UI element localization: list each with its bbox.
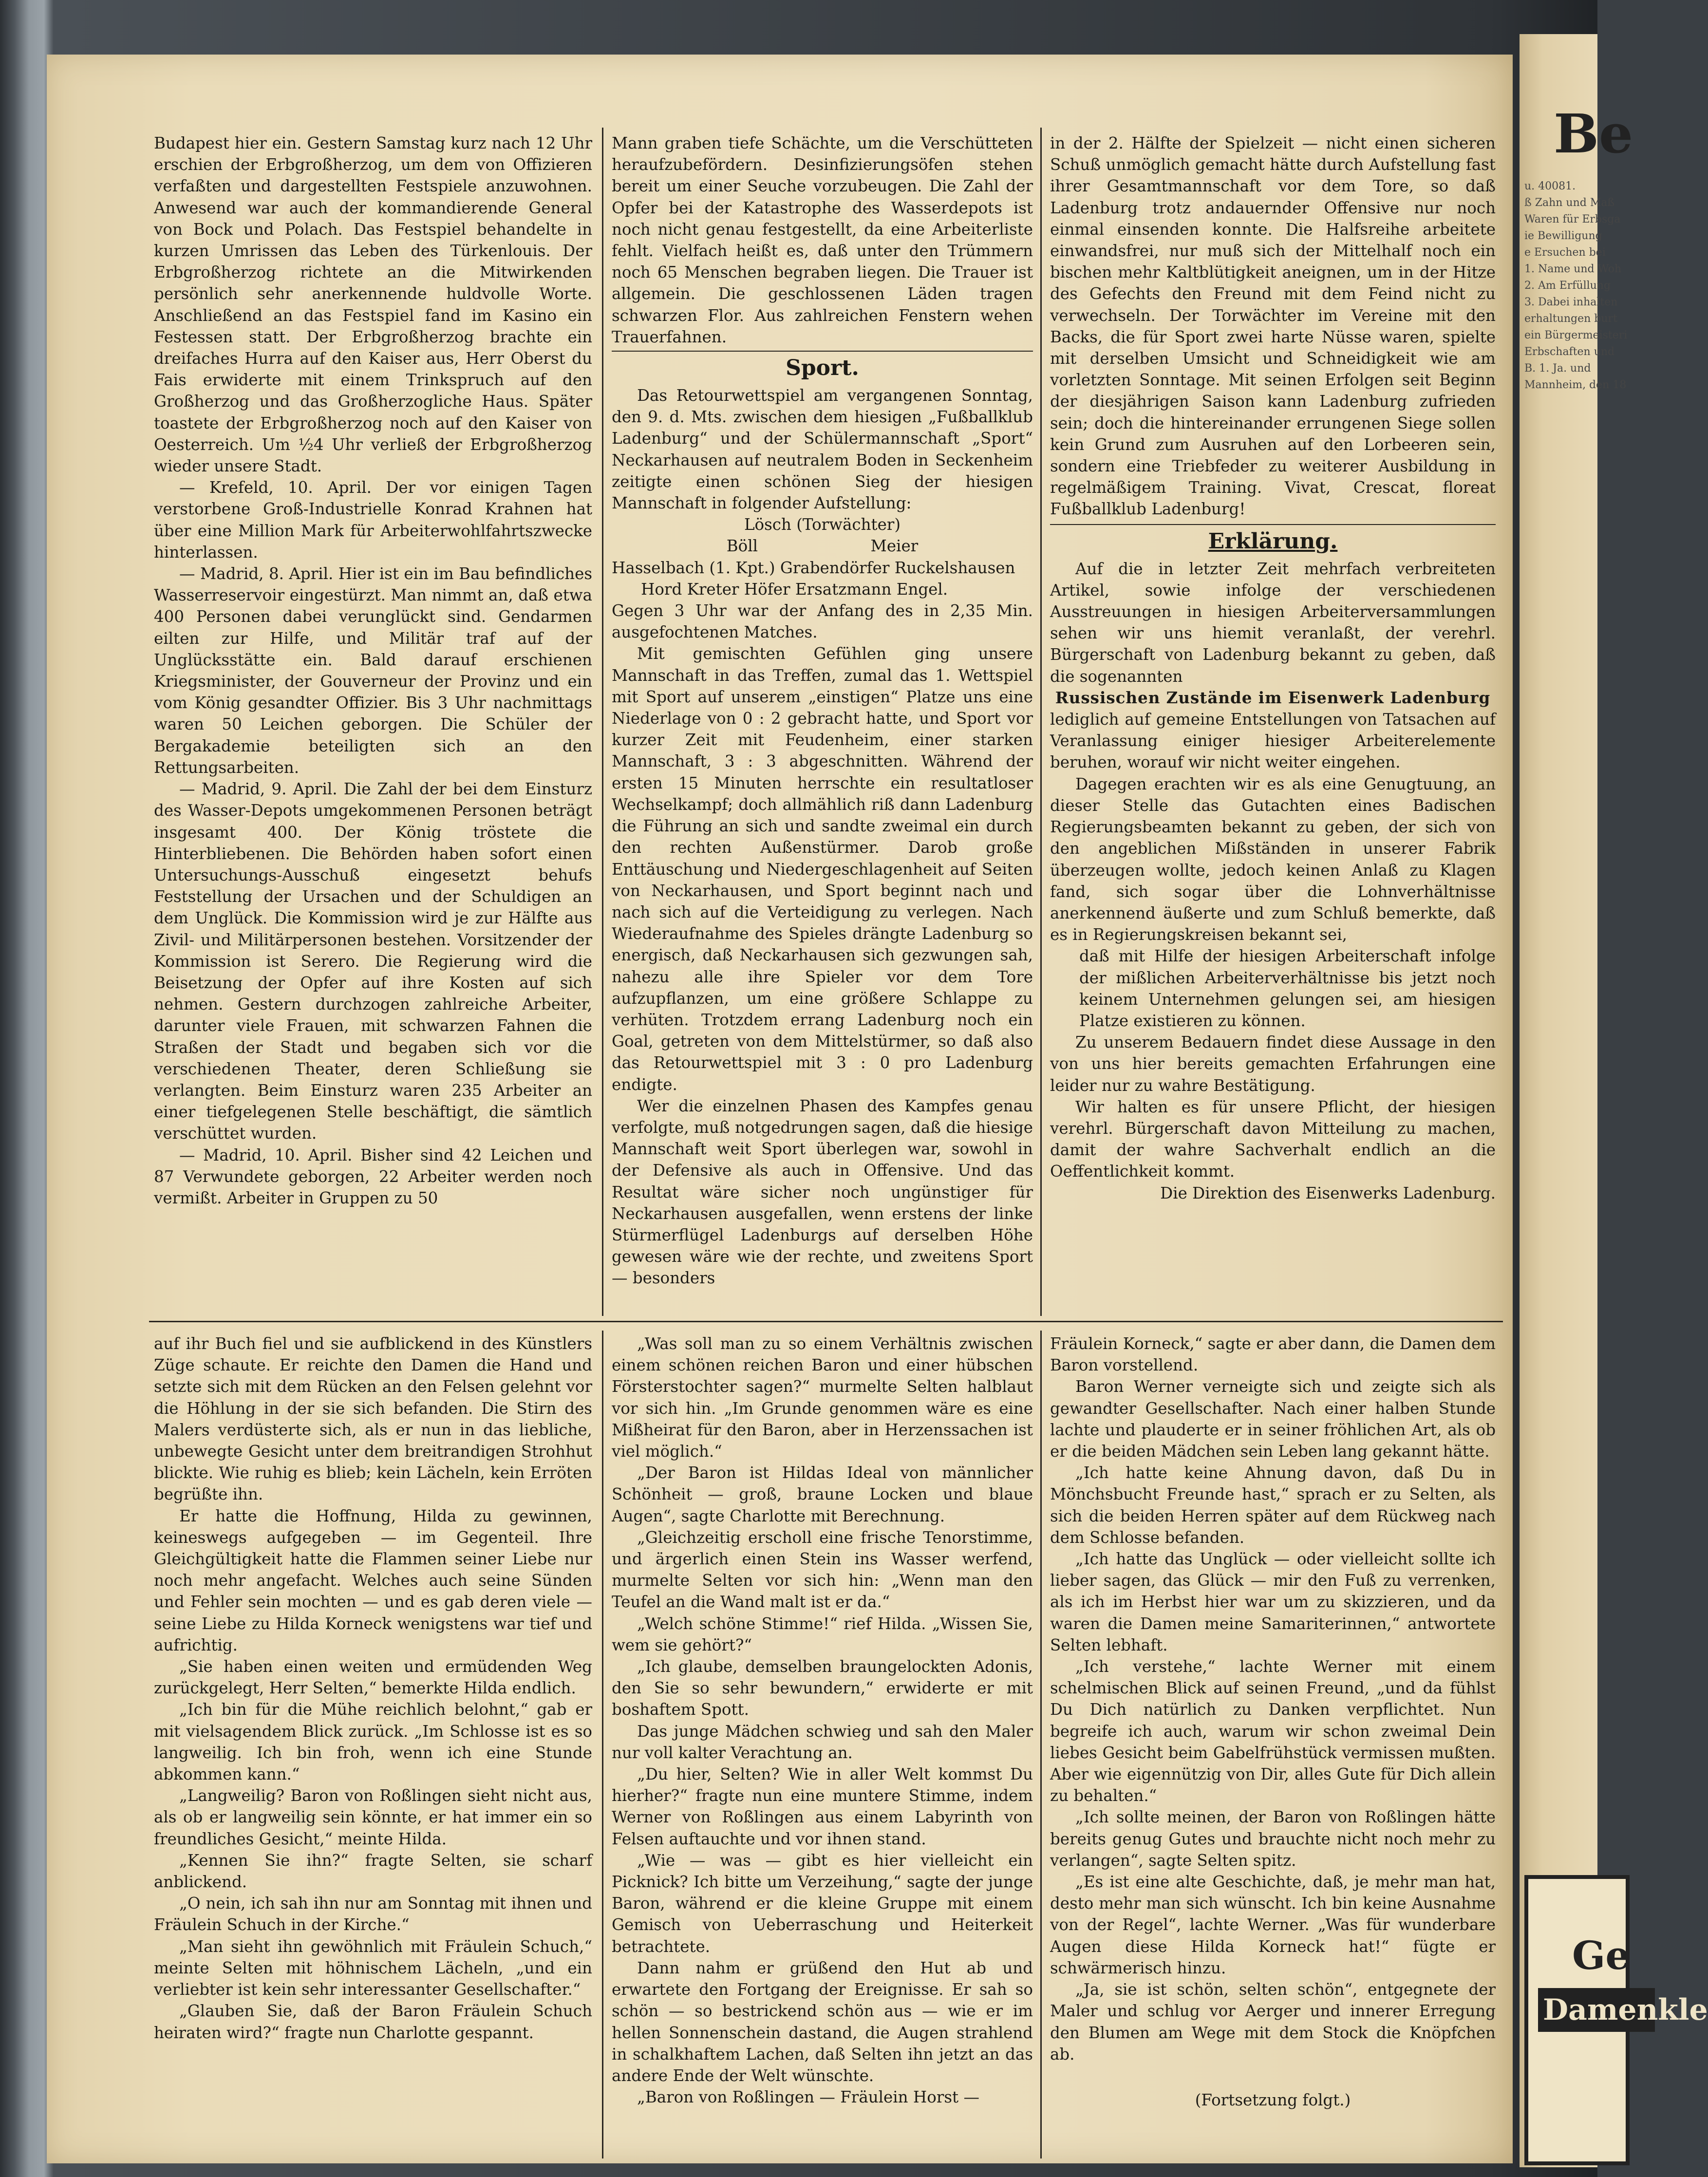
novel-paragraph: „Sie haben einen weiten und ermüdenden Weg zurückgelegt, Herr Selten,“ bemerkte Hilda endlich. <box>154 1657 592 1698</box>
fragment-line: 1. Name und Woh <box>1524 263 1622 275</box>
fragment-line: B. 1. Ja. und <box>1524 362 1591 375</box>
article-madrid-cont: Mann graben tiefe Schächte, um die Verschütteten heraufzubefördern. Desinfizierungsöfen stehen bereit um einer Seuche vorzubeugen. Die Zahl der Opfer bei der Katastrophe des Wasserdepots ist noch nicht genau festgestellt, da eine Arbeiterliste fehlt. Vielfach heißt es, daß unter den Trümmern noch 65 Menschen begraben liegen. Die Trauer ist allgemein. Die geschlossenen Läden tragen schwarzen Flor. Aus zahlreichen Fenstern wehen Trauerfahnen. <box>612 134 1033 346</box>
novel-paragraph: „Der Baron ist Hildas Ideal von männlicher Schönheit — groß, braune Locken und blaue Augen“, sagte Charlotte mit Berechnung. <box>612 1464 1033 1525</box>
erklaerung-paragraph-3: Dagegen erachten wir es als eine Genugtuung, an dieser Stelle das Gutachten eines Badischen Regierungsbeamten bekannt zu geben, der sich von den angeblichen Mißständen in unserer Fabrik überzeugen wollte, jedoch keinen Anlaß zu Klagen fand, sich sogar über die Lohnverhältnisse anerkennend äußerte und zum Schluß bemerkte, daß es in Regierungskreisen bekannt sei, <box>1050 774 1496 944</box>
novel-paragraph: „Ich sollte meinen, der Baron von Roßlingen hätte bereits genug Gutes und brauchte nicht noch mehr zu verlangen“, sagte Selten spitz. <box>1050 1808 1496 1870</box>
sport-paragraph-3: Mit gemischten Gefühlen ging unsere Mannschaft in das Treffen, zumal das 1. Wettspiel mit Sport auf unserem „einstigen“ Platze uns eine Niederlage von 0 : 2 gebracht hatte, und Sport vor kurzer Zeit mit Feudenheim, einer starken Mannschaft, 3 : 3 abgeschnitten. Während der ersten 15 Minuten herrschte ein resultatloser Wechselkampf; doch allmählich riß dann Ladenburg die Führung an sich und sandte zweimal ein durch den rechten Außenstürmer. Darob große Enttäuschung und Niedergeschlagenheit auf Seiten von Neckarhausen, und Sport beginnt nach und nach sich auf die Verteidigung zu verlegen. Nach Wiederaufnahme des Spieles drängte Ladenburg so energisch, daß Neckarhausen sich gezwungen sah, nahezu alle ihre Spieler vor dem Tore aufzupflanzen, um eine größere Schlappe zu verhüten. Trotzdem errang Ladenburg noch ein Goal, getreten von dem Mittelstürmer, so daß also das Retourwettspiel mit 3 : 0 pro Ladenburg endigte. <box>612 644 1033 1094</box>
sport-heading: Sport. <box>786 356 859 381</box>
novel-paragraph: „Kennen Sie ihn?“ fragte Selten, sie scharf anblickend. <box>154 1851 592 1892</box>
erklaerung-paragraph-1: Auf die in letzter Zeit mehrfach verbreiteten Artikel, sowie infolge der verschiedenen Ausstreuungen in hiesigen Arbeiterversammlungen sehen wir uns hiemit veranlaßt, der verehrl. Bürgerschaft von Ladenburg bekannt zu geben, daß die sogenannten <box>1050 559 1496 686</box>
adjacent-page-ad-box <box>1524 1875 1708 2165</box>
novel-paragraph: Er hatte die Hoffnung, Hilda zu gewinnen, keineswegs aufgegeben — im Gegenteil. Ihre Gleichgültigkeit hatte die Flammen seiner Liebe nur noch mehr angefacht. Welches auch seine Sünden und Fehler sein mochten — und es gab deren viele — seine Liebe zu Hilda Korneck wenigstens war tief und aufrichtig. <box>154 1506 592 1654</box>
novel-paragraph: „Baron von Roßlingen — Fräulein Horst — <box>637 2088 979 2107</box>
fragment-line: 3. Dabei inhalten <box>1524 296 1618 308</box>
adjacent-page-edge <box>1520 34 1708 2167</box>
lineup-backs <box>612 535 1033 557</box>
novel-paragraph: „Du hier, Selten? Wie in aller Welt kommst Du hierher?“ fragte nun eine muntere Stimme, indem Werner von Roßlingen aus einem Labyrinth von Felsen auftauchte und vor ihnen stand. <box>612 1765 1033 1848</box>
novel-paragraph: „Es ist eine alte Geschichte, daß, je mehr man hat, desto mehr man sich wünscht. Ich bin keine Ausnahme von der Regel“, lachte Werner. „Was für wunderbare Augen diese Hilda Korneck hat!“ fügte er schwärmerisch hinzu. <box>1050 1873 1496 1977</box>
column-rule <box>602 128 603 1316</box>
newspaper-page <box>47 55 1513 2163</box>
article-madrid-10: — Madrid, 10. April. Bisher sind 42 Leichen und 87 Verwundete geborgen, 22 Arbeiter werden noch vermißt. Arbeiter in Gruppen zu 50 <box>154 1145 592 1207</box>
novel-paragraph: „Was soll man zu so einem Verhältnis zwischen einem schönen reichen Baron und einer hübschen Försterstochter sagen?“ murmelte Selten halblaut vor sich hin. „Im Grunde genommen wäre es eine Mißheirat für den Baron, aber in Herzenssachen ist viel möglich.“ <box>612 1334 1033 1461</box>
fragment-line: Mannheim, den 18 <box>1524 379 1627 391</box>
erklaerung-rule <box>1050 524 1496 525</box>
novel-paragraph: „Ich glaube, demselben braungelockten Adonis, den Sie so sehr bewundern,“ erwiderte er mit boshaftem Spott. <box>612 1657 1033 1719</box>
fragment-line: Waren für Erbsga <box>1524 213 1621 225</box>
erklaerung-paragraph-5: Zu unserem Bedauern findet diese Aussage in den von uns hier bereits gemachten Erfahrungen eine leider nur zu wahre Bestätigung. <box>1050 1033 1496 1095</box>
article-krefeld: — Krefeld, 10. April. Der vor einigen Tagen verstorbene Groß-Industrielle Konrad Krahnen hat über eine Million Mark für Arbeiterwohlfahrtszwecke hinterlassen. <box>154 478 592 562</box>
novel-paragraph: „Welch schöne Stimme!“ rief Hilda. „Wissen Sie, wem sie gehört?“ <box>612 1614 1033 1654</box>
novel-paragraph: „Ich verstehe,“ lachte Werner mit einem schelmischen Blick auf seinen Freund, „und da fühlst Du Dich natürlich zu Danken verpflichtet. Nun begreife ich auch, warum wir schon zweimal Dein liebes Gesicht beim Gabelfrühstück vermissen mußten. Aber wie eigennützig von Dir, alles Gute für Dich allein zu behalten.“ <box>1050 1657 1496 1805</box>
adjacent-page-fragments <box>1524 180 1628 395</box>
erklaerung-paragraph-6: Wir halten es für unsere Pflicht, der hiesigen verehrl. Bürgerschaft davon Mitteilung zu machen, damit der wahre Sachverhalt endlich an die Oeffentlichkeit kommt. <box>1050 1097 1496 1181</box>
fragment-line: erhaltungen burt <box>1524 313 1617 325</box>
article-madrid-9: — Madrid, 9. April. Die Zahl der bei dem Einsturz des Wasser-Depots umgekommenen Personen beträgt insgesamt 400. Der König tröstete die Hinterbliebenen. Die Behörden haben sofort einen Untersuchungs-Ausschuß eingesetzt behufs Feststellung der Ursachen und der Schuldigen an dem Unglück. Die Kommission wird je zur Hälfte aus Zivil- und Militärpersonen bestehen. Vorsitzender der Kommission ist Serero. Die Regierung wird die Beisetzung der Opfer auf ihre Kosten auf sich nehmen. Gestern durchzogen zahlreiche Arbeiter, darunter viele Frauen, mit schwarzen Fahnen die Straßen der Stadt und begaben sich vor die verschiedenen Theater, deren Schließung sie verlangten. Beim Einsturz waren 235 Arbeiter an einer tiefgelegenen Stelle beschäftigt, die sämtlich verschüttet wurden. <box>154 780 592 1143</box>
sport-paragraph-4: Wer die einzelnen Phasen des Kampfes genau verfolgte, muß notgedrungen sagen, daß die hiesige Mannschaft weit Sport überlegen war, sowohl in der Defensive als auch in Offensive. Und das Resultat wäre sicher noch ungünstiger für Neckarhausen ausgefallen, wenn erstens der linke Stürmerflügel Ladenburgs auf derselben Höhe gewesen wäre wie der rechte, und zweitens Sport — besonders <box>612 1096 1033 1288</box>
novel-paragraph: „Ja, sie ist schön, selten schön“, entgegnete der Maler und schlug vor Aerger und innerer Erregung den Blumen am Wege mit dem Stock die Knöpfchen ab. <box>1050 1980 1496 2064</box>
erklaerung-bold-line: Russischen Zustände im Eisenwerk Ladenburg <box>1055 688 1491 707</box>
novel-column-3 <box>1050 1333 1496 2111</box>
lineup-back-left: Böll <box>726 537 758 556</box>
lineup-halves: Hasselbach (1. Kpt.) Grabendörfer Ruckelshausen <box>612 558 1015 577</box>
fragment-line: ie Bewilligung <box>1524 230 1602 242</box>
fragment-line: Erbschaften und <box>1524 346 1615 358</box>
fragment-line: u. 40081. <box>1524 180 1576 192</box>
fragment-line: ein Bürgermeisteri <box>1524 329 1628 341</box>
adjacent-page-heading: Be <box>1554 102 1633 165</box>
article-budapest: Budapest hier ein. Gestern Samstag kurz nach 12 Uhr erschien der Erbgroßherzog, um dem von Offizieren verfaßten und dargestellten Festspiele anzuwohnen. Anwesend war auch der kommandierende General von Bock und Polach. Das Festspiel behandelte in kurzen Umrissen das Leben des Türkenlouis. Der Erbgroßherzog richtete an die Mitwirkenden persönlich sehr anerkennende huldvolle Worte. Anschließend an das Festspiel fand im Kasino ein Festessen statt. Der Erbgroßherzog brachte ein dreifaches Hurra auf den Kaiser aus, Herr Oberst du Fais erwiderte mit einem Trinkspruch auf den Großherzog und das Großherzogliche Haus. Später toastete der Erbgroßherzog noch auf den Kaiser von Oesterreich. Um ½4 Uhr verließ der Erbgroßherzog wieder unsere Stadt. <box>154 134 592 476</box>
ad-box-heading: Ge <box>1572 1933 1631 1978</box>
lineup-back-right: Meier <box>870 537 919 556</box>
novel-column-2 <box>612 1333 1033 2108</box>
novel-paragraph: „Ich hatte keine Ahnung davon, daß Du in Mönchsbucht Freunde hast,“ sprach er zu Selten, als sich die beiden Herren später auf dem Rückweg nach dem Schlosse befanden. <box>1050 1464 1496 1547</box>
novel-paragraph: „Glauben Sie, daß der Baron Fräulein Schuch heiraten wird?“ fragte nun Charlotte gespannt. <box>154 2002 592 2042</box>
fragment-line: e Ersuchen bei <box>1524 246 1606 259</box>
column-rule <box>602 1331 603 2158</box>
ad-box-banner: Damenkle <box>1538 1988 1655 2032</box>
novel-paragraph: „Ich bin für die Mühe reichlich belohnt,“ gab er mit vielsagendem Blick zurück. „Im Schlosse ist es so langweilig. Ich bin froh, wenn ich eine Stunde abkommen kann.“ <box>154 1700 592 1784</box>
novel-paragraph: Dann nahm er grüßend den Hut ab und erwartete den Fortgang der Ereignisse. Er sah so schön — so bestrickend schön aus — wie er im hellen Sonnenschein dastand, die Augen strahlend in schalkhaftem Lachen, daß Selten ihn jetzt an das andere Ende der Welt wünschte. <box>612 1958 1033 2085</box>
novel-paragraph: „Man sieht ihn gewöhnlich mit Fräulein Schuch,“ meinte Selten mit höhnischem Lächeln, „und ein verliebter ist kein sehr interessanter Gesellschafter.“ <box>154 1937 592 1999</box>
sport-paragraph-5: in der 2. Hälfte der Spielzeit — nicht einen sicheren Schuß unmöglich gemacht hätte durch Aufstellung fast ihrer Gesamtmannschaft vor dem Tore, so daß Ladenburg trotz andauernder Offensive nur noch einmal einsenden konnte. Die Halfsreihe arbeitete einwandsfrei, nur muß sich der Mittelhalf noch ein bischen mehr Kaltblütigkeit aneignen, um in der Hitze des Gefechts den Freund mit dem Feind nicht zu verwechseln. Der Torwächter im Vereine mit den Backs, die für Sport zwei harte Nüsse waren, spielte mit derselben Umsicht und Schneidigkeit wie am vorletzten Sonntage. Mit seinen Erfolgen seit Beginn der diesjährigen Saison kann Ladenburg zufrieden sein; doch die hintereinander errungenen Siege sollen kein Grund zum Ausruhen auf den Lorbeeren sein, sondern eine Triebfeder zu weiterer Ausbildung in regelmäßigem Training. Vivat, Crescat, floreat Fußballklub Ladenburg! <box>1050 134 1496 519</box>
sport-rule <box>612 351 1033 352</box>
news-column-3 <box>1050 132 1496 1204</box>
sport-paragraph-2: Gegen 3 Uhr war der Anfang des in 2,35 Min. ausgefochtenen Matches. <box>612 601 1033 642</box>
novel-paragraph: „Wie — was — gibt es hier vielleicht ein Picknick? Ich bitte um Verzeihung,“ sagte der junge Baron, während er die kleine Gruppe mit einem Gemisch von Ueberraschung und Heiterkeit betrachtete. <box>612 1851 1033 1956</box>
novel-paragraph: Fräulein Korneck,“ sagte er aber dann, die Damen dem Baron vorstellend. <box>1050 1334 1496 1375</box>
column-rule <box>1040 1331 1042 2158</box>
column-rule <box>1040 128 1042 1316</box>
lineup-keeper: Lösch (Torwächter) <box>744 515 901 534</box>
erklaerung-heading: Erklärung. <box>1208 528 1338 554</box>
erklaerung-paragraph-2: lediglich auf gemeine Entstellungen von Tatsachen auf Veranlassung einiger hiesiger Arbeiterelemente beruhen, worauf wir nicht weiter eingehen. <box>1050 710 1496 772</box>
fragment-line: ß Zahn und Maß <box>1524 197 1615 209</box>
novel-paragraph: auf ihr Buch fiel und sie aufblickend in des Künstlers Züge schaute. Er reichte den Damen die Hand und setzte sich mit dem Rücken an den Felsen gelehnt vor die Höhlung in der sie sich befanden. Die Stirn des Malers verdüsterte sich, als er nun in das liebliche, unbewegte Gesicht unter dem breitrandigen Strohhut blickte. Wie ruhig es blieb; kein Lächeln, kein Erröten begrüßte ihn. <box>154 1334 592 1504</box>
article-madrid-8: — Madrid, 8. April. Hier ist ein im Bau befindliches Wasserreservoir eingestürzt. Man nimmt an, daß etwa 400 Personen dabei verunglückt sind. Gendarmen eilten zur Hilfe, und Militär traf auf der Unglücksstätte ein. Bald darauf erschienen Kriegsminister, der Gouverneur der Provinz und ein vom König gesandter Offizier. Bis 3 Uhr nachmittags waren 50 Leichen geborgen. Die Schüler der Bergakademie beteiligten sich an den Rettungsarbeiten. <box>154 564 592 777</box>
lineup-forwards: Hord Kreter Höfer Ersatzmann Engel. <box>641 580 948 599</box>
novel-paragraph: „Gleichzeitig erscholl eine frische Tenorstimme, und ärgerlich einen Stein ins Wasser werfend, murmelte Selten vor sich hin: „Wenn man den Teufel an die Wand malt ist er da.“ <box>612 1528 1033 1612</box>
erklaerung-paragraph-4: daß mit Hilfe der hiesigen Arbeiterschaft infolge der mißlichen Arbeiterverhältnisse bis jetzt noch keinem Unternehmen gelungen sei, am hiesigen Platze existieren zu können. <box>1079 947 1496 1030</box>
novel-paragraph: „O nein, ich sah ihn nur am Sonntag mit ihnen und Fräulein Schuch in der Kirche.“ <box>154 1894 592 1934</box>
novel-continuation-note: (Fortsetzung folgt.) <box>1195 2090 1351 2109</box>
fragment-line: 2. Am Erfüllung <box>1524 280 1611 292</box>
news-column-2 <box>612 132 1033 1289</box>
novel-paragraph: „Ich hatte das Unglück — oder vielleicht sollte ich lieber sagen, das Glück — mir den Fuß zu verrenken, als ich im Herbst hier war um zu skizzieren, und da waren die Damen meine Samariterinnen,“ antwortete Selten lebhaft. <box>1050 1550 1496 1654</box>
novel-paragraph: „Langweilig? Baron von Roßlingen sieht nicht aus, als ob er langweilig sein könnte, er hat immer ein so freundliches Gesicht,“ meinte Hilda. <box>154 1786 592 1848</box>
novel-paragraph: Das junge Mädchen schwieg und sah den Maler nur voll kalter Verachtung an. <box>612 1722 1033 1762</box>
novel-paragraph: Baron Werner verneigte sich und zeigte sich als gewandter Gesellschafter. Nach einer halben Stunde lachte und plauderte er in seiner fröhlichen Art, als ob er die beiden Mädchen sein Leben lang gekannt hätte. <box>1050 1377 1496 1461</box>
novel-column-1 <box>154 1333 592 2044</box>
sport-paragraph-1: Das Retourwettspiel am vergangenen Sonntag, den 9. d. Mts. zwischen dem hiesigen „Fußballklub Ladenburg“ und der Schülermannschaft „Sport“ Neckarhausen auf neutralem Boden in Seckenheim zeitigte einen schönen Sieg der hiesigen Mannschaft in folgender Aufstellung: <box>612 386 1033 513</box>
news-column-1 <box>154 132 592 1209</box>
section-divider <box>149 1321 1503 1322</box>
erklaerung-signature: Die Direktion des Eisenwerks Ladenburg. <box>1160 1183 1496 1202</box>
